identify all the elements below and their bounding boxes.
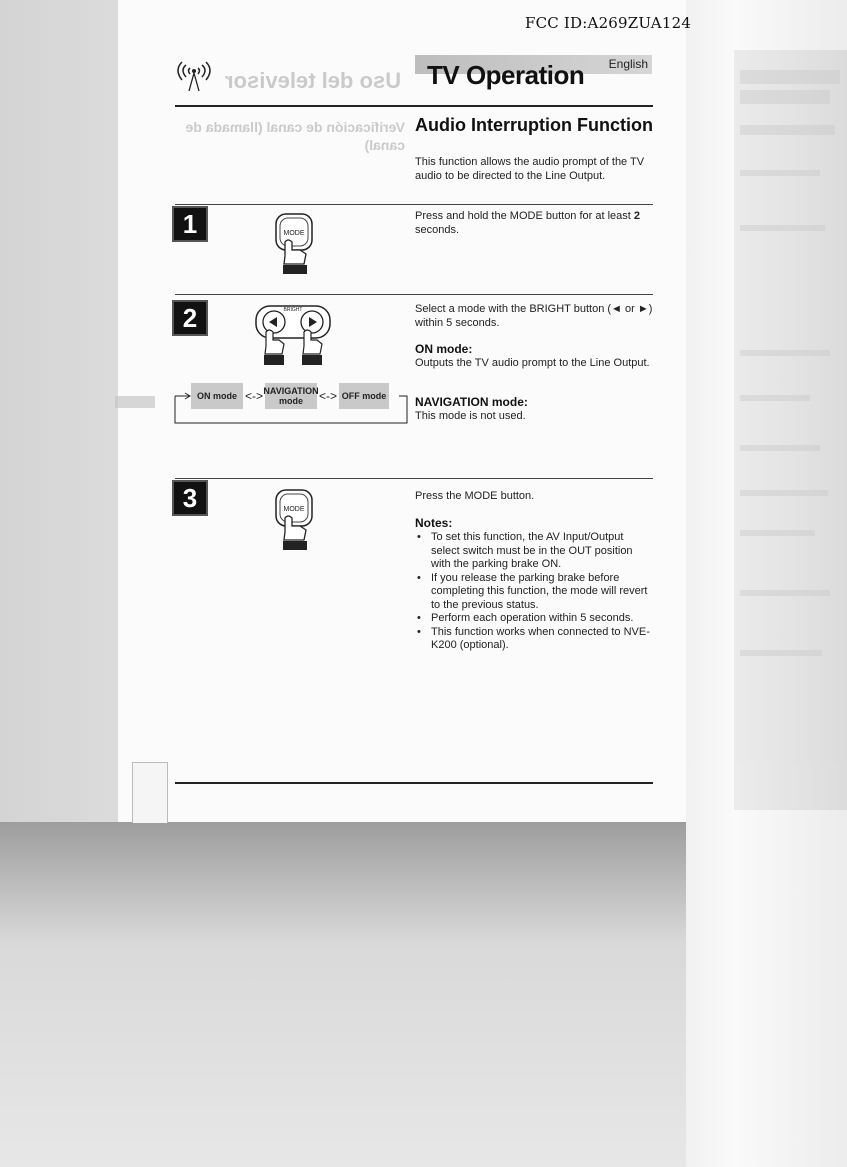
adjacent-page-bleed [734, 50, 847, 810]
bleed-through-subheading: Verificación de canal (llamada de canal) [185, 119, 405, 153]
navigation-mode-heading: NAVIGATION mode: [415, 395, 528, 409]
step-2-rule [175, 294, 653, 295]
navigation-mode-line1: NAVIGATION [263, 386, 319, 396]
step-1-number: 1 [172, 206, 208, 242]
bright-button-label: BRIGHT [283, 307, 303, 313]
step-1-text-bold: 2 [633, 210, 641, 222]
mode-arrow-1: <-> [245, 389, 264, 403]
on-mode-heading: ON mode: [415, 342, 473, 356]
navigation-mode-box [265, 383, 317, 409]
mode-button-press-illustration [268, 212, 320, 276]
off-mode-box: OFF mode [339, 383, 389, 409]
notes-list [415, 531, 653, 653]
page-title: TV Operation [427, 60, 585, 90]
language-label: English [608, 57, 648, 71]
step-1-text-before: Press and hold the MODE button for at least [415, 210, 634, 222]
mode-button-label-2: MODE [283, 506, 305, 513]
step-2-text: Select a mode with the BRIGHT button (◄ or ►) within 5 seconds. [415, 303, 653, 329]
antenna-signal-icon [170, 58, 218, 92]
section-title: Audio Interruption Function [415, 115, 653, 135]
note-item: • To set this function, the AV Input/Output select switch must be in the OUT position with the parking brake ON. [415, 531, 653, 572]
note-item: • This function works when connected to NVE-K200 (optional). [415, 626, 653, 653]
bleed-through-heading: Uso del televisor [225, 68, 402, 93]
mode-button-label: MODE [283, 230, 305, 237]
note-item: • If you release the parking brake before completing this function, the mode will revert to the previous status. [415, 572, 653, 613]
step-1-rule [175, 204, 653, 205]
notes-title: Notes: [415, 516, 453, 530]
step-3-number: 3 [172, 480, 208, 516]
step-3-text: Press the MODE button. [415, 490, 535, 502]
bright-button-press-illustration [254, 302, 334, 370]
header-rule [175, 105, 653, 107]
page-number-tab [132, 762, 168, 823]
fcc-id: FCC ID:A269ZUA124 [525, 14, 692, 32]
navigation-mode-description: This mode is not used. [415, 410, 526, 422]
note-item: • Perform each operation within 5 seconds. [415, 612, 653, 626]
step-2-number: 2 [172, 300, 208, 336]
footer-rule [175, 782, 653, 784]
mode-arrow-2: <-> [319, 389, 338, 403]
step-1-text-after: seconds. [415, 224, 460, 236]
mode-cycle-diagram [173, 383, 409, 425]
on-mode-box: ON mode [191, 383, 243, 409]
step-3-rule [175, 478, 653, 479]
step-1-text [415, 209, 653, 237]
section-intro: This function allows the audio prompt of the TV audio to be directed to the Line Output. [415, 156, 645, 182]
scan-shadow-bottom [0, 822, 688, 1167]
mode-button-press-illustration-2 [268, 488, 320, 552]
on-mode-description: Outputs the TV audio prompt to the Line Output. [415, 357, 650, 369]
navigation-mode-line2: mode [278, 396, 303, 406]
scan-edge-mark [115, 396, 155, 408]
